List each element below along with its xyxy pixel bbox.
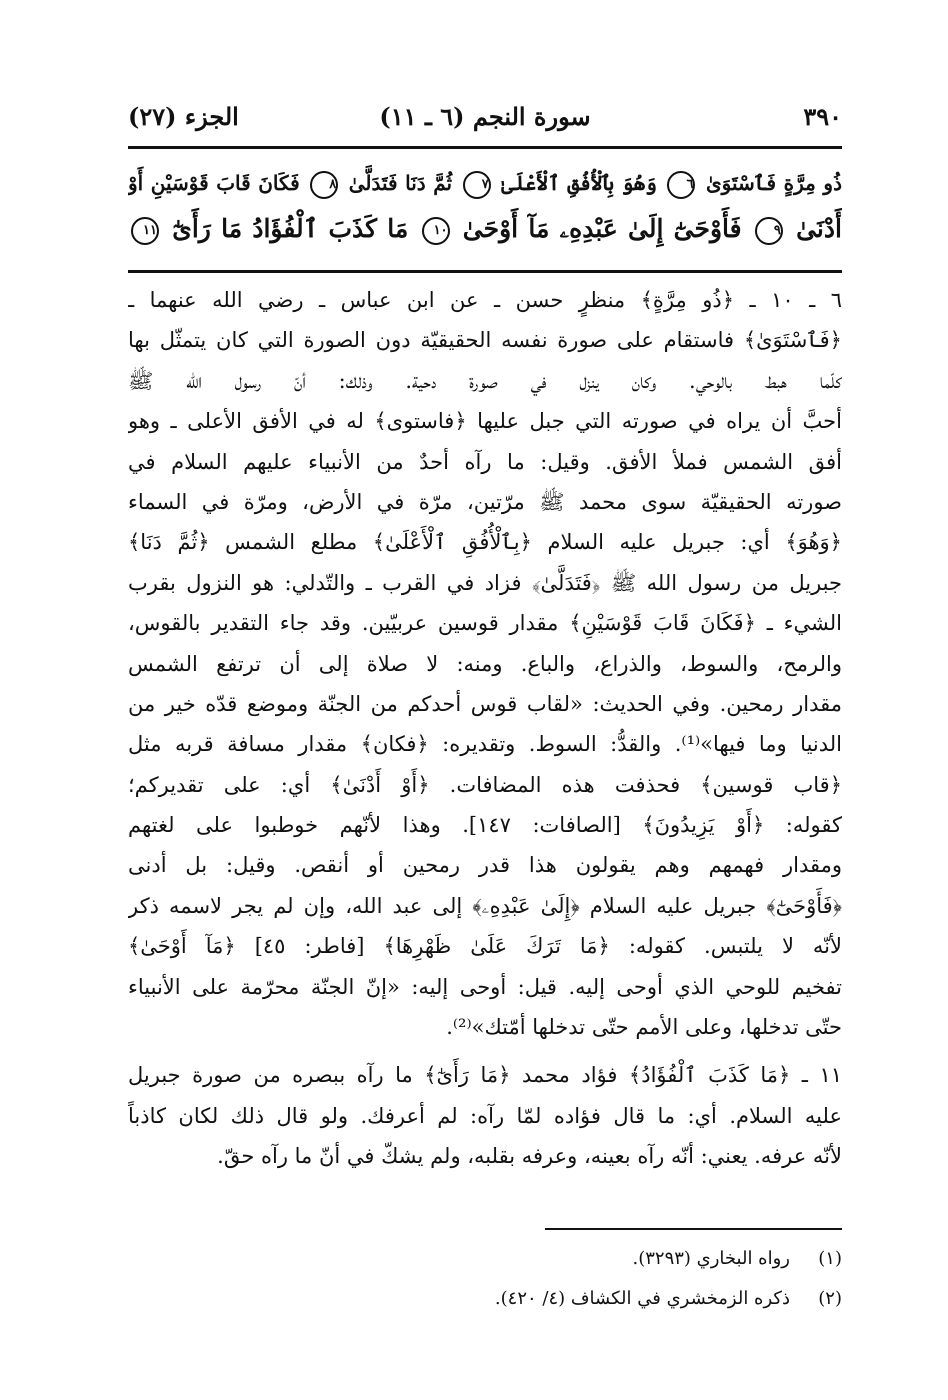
page-number: ٣٩٠ <box>803 102 842 131</box>
header-rule <box>128 146 842 149</box>
footnote <box>128 1248 842 1269</box>
text-line: ١١ ـ ﴿مَا كَذَبَ ٱلْفُؤَادُ﴾ فؤاد محمد ﴿مَا رَأَىٰٓ﴾ ما رآه ببصره من صورة جبريل <box>128 1063 842 1088</box>
text-line: صورته الحقيقيّة سوى محمد ﷺ مرّتين، مرّة في الأرض، ومرّة في السماء <box>128 489 842 514</box>
footnote-rule <box>545 1228 842 1230</box>
text-line: ﴿وَهُوَ﴾ أي: جبريل عليه السلام ﴿بِٱلْأُفُقِ ٱلْأَعْلَىٰ﴾ مطلع الشمس ﴿ثُمَّ دَنَا﴾ <box>128 530 842 555</box>
text-line: ﴿فَأَوْحَىٰٓ﴾ جبريل عليه السلام ﴿إِلَىٰ عَبْدِهِۦ﴾ إلى عبد الله، وإن لم يجر لاسمه ذكر <box>128 893 842 918</box>
text-line: كقوله: ﴿أَوْ يَزِيدُونَ﴾ [الصافات: ١٤٧]. وهذا لأنّهم خوطبوا على لغتهم <box>128 813 842 838</box>
quran-verses <box>128 160 842 252</box>
ayah-marker: ١١ <box>131 217 159 245</box>
text-line: كلّما هبط بالوحي. وكان ينزل في صورة دحية. وذلك: أنّ رسول الله ﷺ <box>128 368 842 393</box>
verse-text: ذُو مِرَّةٍ فَٱسْتَوَىٰ <box>706 171 842 195</box>
verse-text: أَدْنَىٰ <box>796 214 842 243</box>
text-line: ﴿فَٱسْتَوَىٰ﴾ فاستقام على صورة نفسه الحقيقيّة دون الصورة التي كان يتمثّل بها <box>128 328 842 353</box>
text-line: حتّى تدخلها، وعلى الأمم حتّى تدخلها أمّتك»⁽²⁾. <box>446 1015 842 1040</box>
verse-text: فَأَوْحَىٰٓ إِلَىٰ عَبْدِهِۦ مَآ أَوْحَىٰ <box>462 214 742 243</box>
tafsir-body <box>128 280 842 1177</box>
text-line: ومقدار فهمهم وهم يقولون هذا قدر رمحين أو أنقص. وقيل: بل أدنى <box>128 853 842 878</box>
ayah-marker: ٧ <box>463 171 491 199</box>
text-line: عليه السلام. أي: ما قال فؤاده لمّا رآه: لم أعرفك. ولو قال ذلك لكان كاذباً <box>128 1103 842 1128</box>
text-line: مقدار رمحين. وفي الحديث: «لقاب قوس أحدكم من الجنّة وموضع قدّه خير من <box>128 691 842 716</box>
quran-line <box>128 160 842 206</box>
text-line: لأنّه عرفه. يعني: أنّه رآه بعينه، وعرفه بقلبه، ولم يشكّ في أنّ ما رآه حقّ. <box>217 1144 842 1169</box>
running-header <box>128 100 842 140</box>
ayah-marker: ١٠ <box>422 217 450 245</box>
text-line: الشيء ـ ﴿فَكَانَ قَابَ قَوْسَيْنِ﴾ مقدار قوسين عربيّين. وقد جاء التقدير بالقوس، <box>128 611 842 636</box>
verse-text: فَكَانَ قَابَ قَوْسَيْنِ أَوْ <box>128 171 300 195</box>
ayah-marker: ٦ <box>667 171 695 199</box>
text-line: أحبَّ أن يراه في صورته التي جبل عليها ﴿فاستوى﴾ له في الأفق الأعلى ـ وهو <box>128 409 842 434</box>
text-line: الدنيا وما فيها»⁽¹⁾. والقدُّ: السوط. وتقديره: ﴿فكان﴾ مقدار مسافة قربه مثل <box>128 732 842 757</box>
surah-title: سورة النجم (٦ ـ ١١) <box>379 102 591 131</box>
tafsir-paragraph-6-10 <box>128 280 842 1047</box>
text-line: تفخيم للوحي الذي أوحى إليه. قيل: أوحى إليه: «إنّ الجنّة محرّمة على الأنبياء <box>128 974 842 999</box>
juz-label: الجزء (٢٧) <box>128 102 239 131</box>
verse-text: مَا كَذَبَ ٱلْفُؤَادُ مَا رَأَىٰٓ <box>172 214 409 243</box>
text-line: أفق الشمس فملأ الأفق. وقيل: ما رآه أحدٌ من الأنبياء عليهم السلام في <box>128 449 842 474</box>
footnote-number: (٢) <box>818 1288 842 1309</box>
text-line: لأنّه لا يلتبس. كقوله: ﴿مَا تَرَكَ عَلَىٰ ظَهْرِهَا﴾ [فاطر: ٤٥] ﴿مَآ أَوْحَىٰ﴾ <box>128 934 842 959</box>
ayah-marker: ٨ <box>310 171 338 199</box>
text-line: ﴿قاب قوسين﴾ فحذفت هذه المضافات. ﴿أَوْ أَدْنَىٰ﴾ أي: على تقديركم؛ <box>128 772 842 797</box>
tafsir-paragraph-11 <box>128 1055 842 1176</box>
footnote-number: (١) <box>818 1248 842 1269</box>
text-line: جبريل من رسول الله ﷺ ﴿فَتَدَلَّىٰ﴾ فزاد في القرب ـ والتّدلي: هو النزول بقرب <box>128 570 842 595</box>
footnote-text: رواه البخاري (٣٢٩٣). <box>632 1248 790 1269</box>
verse-text: ثُمَّ دَنَا فَتَدَلَّىٰ <box>348 171 453 195</box>
verse-text: وَهُوَ بِٱلْأُفُقِ ٱلْأَعْلَىٰ <box>501 171 657 195</box>
verses-rule <box>128 270 842 273</box>
text-line: ٦ ـ ١٠ ـ ﴿ذُو مِرَّةٍ﴾ منظرٍ حسن ـ عن ابن عباس ـ رضي الله عنهما ـ <box>128 288 842 312</box>
ayah-marker: ٩ <box>755 217 783 245</box>
text-line: والرمح، والسوط، والذراع، والباع. ومنه: لا صلاة إلى أن ترتفع الشمس <box>128 651 842 676</box>
footnote-text: ذكره الزمخشري في الكشاف (٤/ ٤٢٠). <box>494 1288 790 1309</box>
footnote <box>128 1288 842 1309</box>
quran-line <box>128 206 842 252</box>
